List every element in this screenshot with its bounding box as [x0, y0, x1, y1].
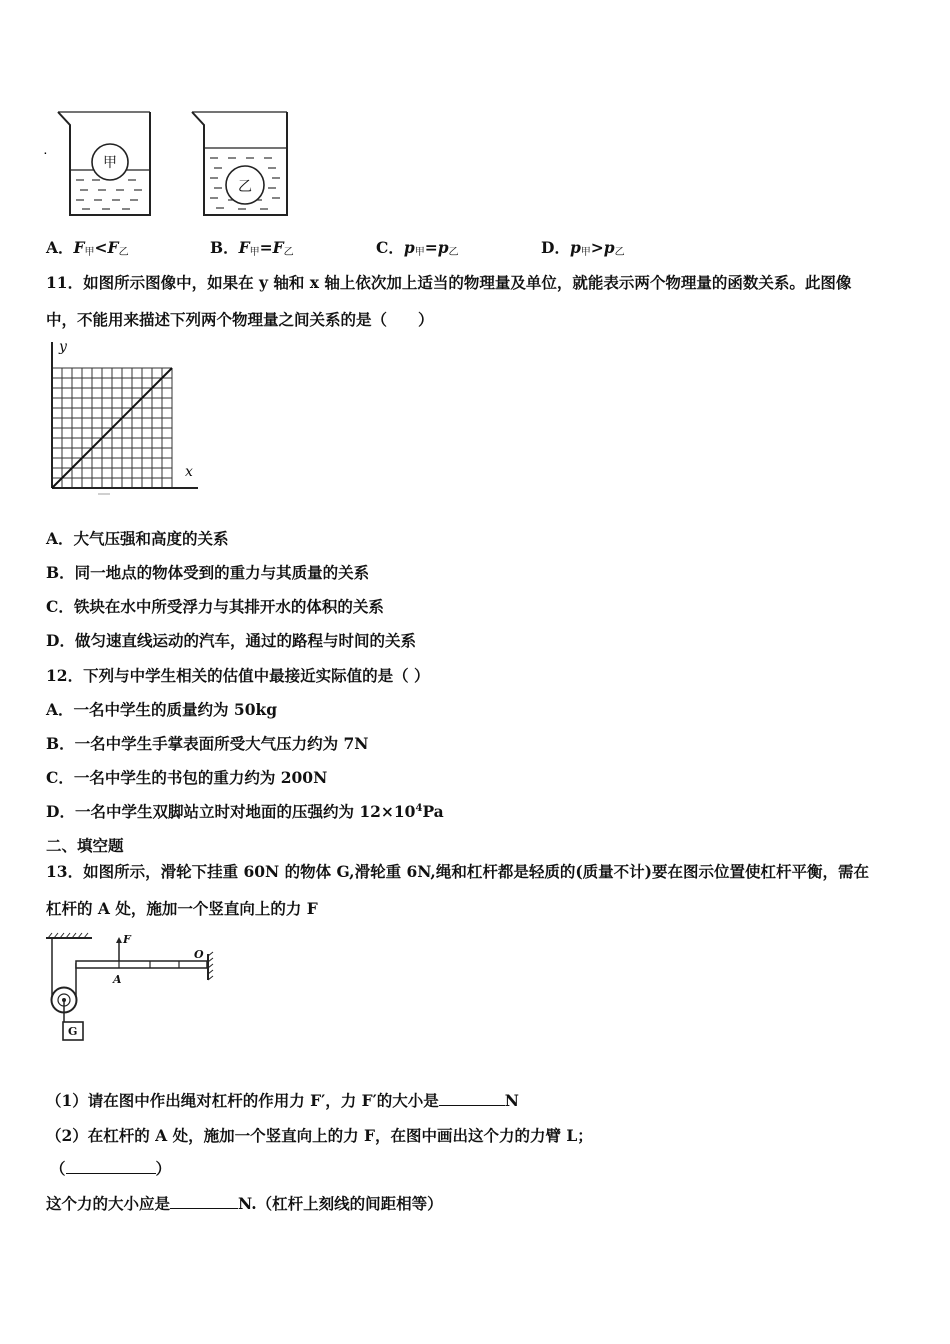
figure-label-o: O [194, 948, 204, 961]
q11-option-d[interactable]: D．做匀速直线运动的汽车，通过的路程与时间的关系 [46, 631, 416, 650]
figure-label-a: A [113, 973, 122, 986]
beaker-1-label: 甲 [103, 155, 117, 171]
q10-option-c[interactable]: C．$p_甲=p_乙$ [376, 238, 459, 258]
answer-blank-3[interactable] [170, 1194, 238, 1209]
graph-x-label: x [185, 464, 193, 480]
q13-sub2: （2）在杠杆的 A 处，施加一个竖直向上的力 F，在图中画出这个力的力臂 L； [46, 1126, 593, 1145]
q13-last-line: 这个力的大小应是 N.（杠杆上刻线的间距相等） [46, 1194, 443, 1213]
answer-blank-2[interactable] [66, 1159, 156, 1174]
answer-blank-1[interactable] [439, 1091, 505, 1106]
graph-y-label: y [59, 339, 67, 355]
q11-option-c[interactable]: C．铁块在水中所受浮力与其排开水的体积的关系 [46, 597, 384, 616]
q10-beakers-figure [40, 100, 310, 225]
beaker-2 [192, 112, 287, 215]
q12-option-d[interactable]: D．一名中学生双脚站立时对地面的压强约为 $12\times 10^4Pa$ [46, 802, 444, 821]
q13-stem-line2: 杠杆的 A 处，施加一个竖直向上的力 F [46, 899, 318, 918]
svg-text:.: . [44, 146, 47, 157]
q11-option-b[interactable]: B．同一地点的物体受到的重力与其质量的关系 [46, 563, 370, 582]
q13-paren-answer: （ ） [50, 1159, 172, 1178]
q12-option-b[interactable]: B．一名中学生手掌表面所受大气压力约为 7N [46, 734, 369, 753]
q10-option-a[interactable]: A．$F_甲<F_乙$ [46, 238, 129, 258]
figure-label-g: G [68, 1025, 78, 1038]
beaker-2-label: 乙 [238, 179, 252, 195]
q12-option-c[interactable]: C．一名中学生的书包的重力约为 200N [46, 768, 328, 787]
q12-stem: 12．下列与中学生相关的估值中最接近实际值的是（ ） [46, 666, 430, 685]
lever [76, 961, 207, 968]
q11-option-a[interactable]: A．大气压强和高度的关系 [46, 529, 229, 548]
q10-options [0, 236, 950, 258]
q12-option-a[interactable]: A．一名中学生的质量约为 50kg [46, 700, 278, 719]
section-title: 二、填空题 [46, 836, 124, 855]
q11-stem-line1: 11．如图所示图像中，如果在 y 轴和 x 轴上依次加上适当的物理量及单位，就能表示两个物理量的函数关系。此图像 [46, 273, 852, 292]
figure-label-f: F [123, 933, 131, 946]
q13-stem-line1: 13．如图所示，滑轮下挂重 60N 的物体 G,滑轮重 6N,绳和杠杆都是轻质的(质量不计)要在图示位置使杠杆平衡，需在 [46, 862, 870, 881]
q10-option-b[interactable]: B．$F_甲=F_乙$ [210, 238, 294, 258]
q11-stem-line2: 中，不能用来描述下列两个物理量之间关系的是（ ） [46, 310, 434, 329]
q10-option-d[interactable]: D．$p_甲>p_乙$ [541, 238, 625, 258]
q13-sub1: （1）请在图中作出绳对杠杆的作用力 F′，力 F′的大小是 N [46, 1091, 519, 1110]
